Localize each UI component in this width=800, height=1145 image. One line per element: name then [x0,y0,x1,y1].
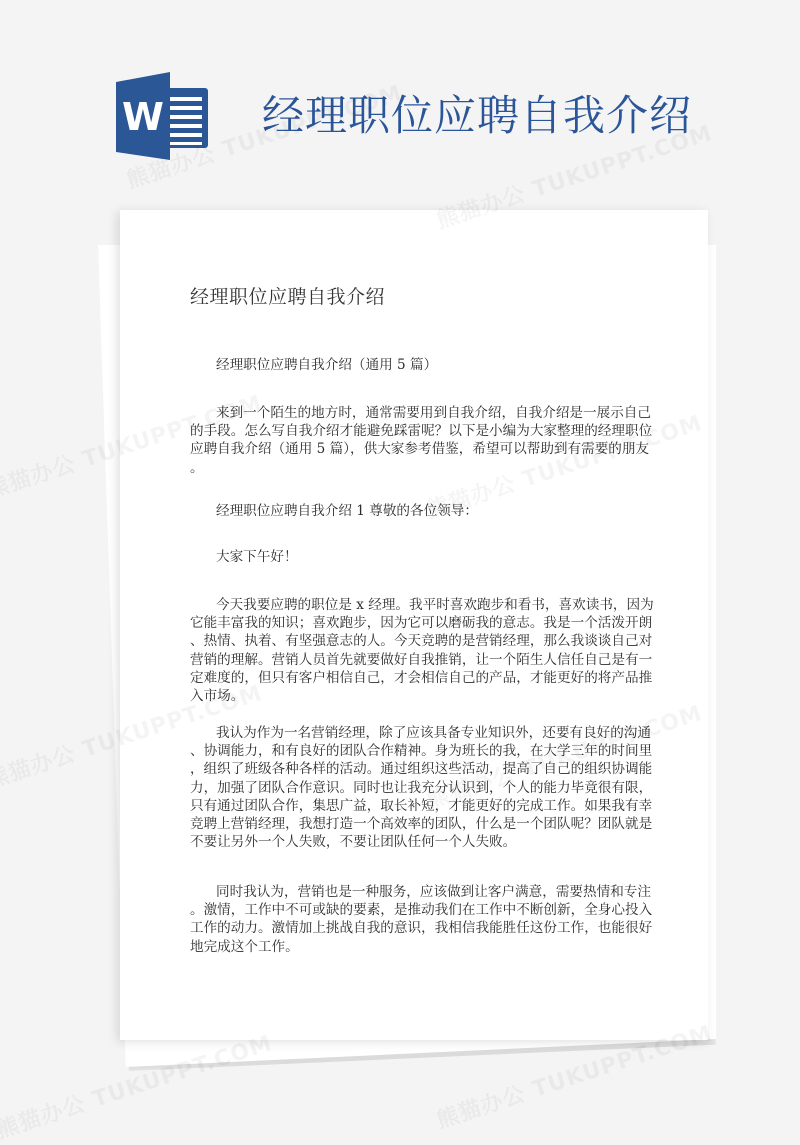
banner [0,0,800,200]
document-subtitle: 经理职位应聘自我介绍（通用 5 篇） [216,357,438,373]
intro-paragraph: 来到一个陌生的地方时，通常需要用到自我介绍，自我介绍是一展示自己 的手段。怎么写自我介绍才能避免踩雷呢？以下是小编为大家整理的经理职位 应聘自我介绍（通用 5 篇），供大家参考借鉴，希望可以帮助到有需要的朋友 。 [190,405,653,476]
svg-text:W: W [122,95,164,139]
paragraph-2: 我认为作为一名营销经理，除了应该具备专业知识外，还要有良好的沟通 、协调能力，和有良好的团队合作精神。身为班长的我，在大学三年的时间里 ，组织了班级各种各样的活动。通过组织这些活动，提高了自己的组织协调能 力，加强了团队合作意识。同时也让我充分认识到，个人的能力毕竟很有限， 只有通过团队合作，集思广益，取长补短，才能更好的完成工作。如果我有幸 竞聘上营销经理，我想打造一个高效率的团队，什么是一个团队呢？团队就是 不要让另外一个人失败，不要让团队任何一个人失败。 [190,725,653,851]
banner-title: 经理职位应聘自我介绍 [262,91,693,140]
section-heading: 经理职位应聘自我介绍 1 尊敬的各位领导： [216,503,478,519]
word-document-icon [112,72,212,160]
document-page [120,210,708,1040]
greeting: 大家下午好！ [216,549,298,565]
paragraph-1: 今天我要应聘的职位是 x 经理。我平时喜欢跑步和看书，喜欢读书，因为 它能丰富我的知识；喜欢跑步，因为它可以磨砺我的意志。我是一个活泼开朗 、热情、执着、有坚强意志的人。今天竞聘的是营销经理，那么我谈谈自己对 营销的理解。营销人员首先就要做好自我推销，让一个陌生人信任自己是有一 定难度的，但只有客户相信自己，才会相信自己的产品，才能更好的将产品推 入市场。 [190,597,654,705]
paragraph-3: 同时我认为，营销也是一种服务，应该做到让客户满意，需要热情和专注 。激情，工作中不可或缺的要素，是推动我们在工作中不断创新，全身心投入 工作的动力。激情加上挑战自我的意识，我相信我能胜任这份工作，也能很好 地完成这个工作。 [190,884,653,955]
document-title: 经理职位应聘自我介绍 [190,286,386,308]
